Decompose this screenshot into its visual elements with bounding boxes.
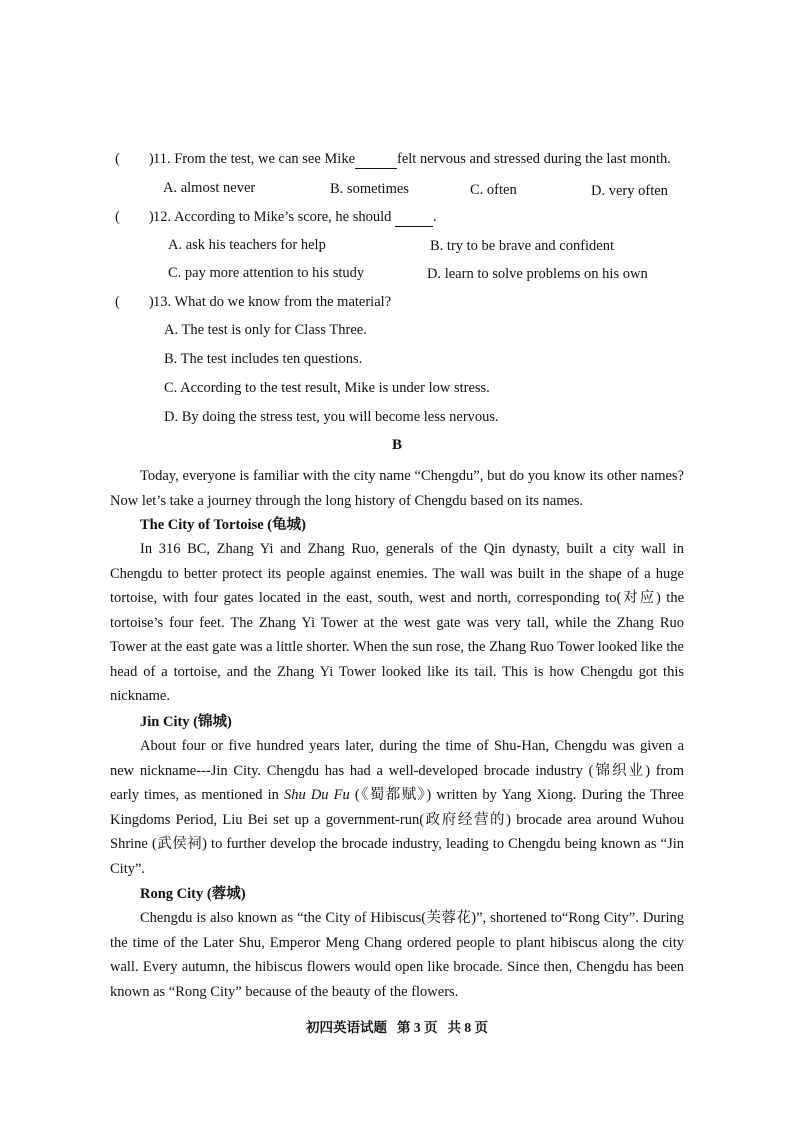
paragraph-text: Chengdu is also known as “the City of Hibiscus(芙蓉花)”, shortened to“Rong City”. During the time of the Later Shu, Emperor Meng Chang ordered people to plant hibiscus along the city wall. Every autumn, the hibiscus flowers would open like brocade. Since then, Chengdu has been known as “Rong City” because of the beauty of the flowers. xyxy=(110,910,684,1000)
option-a[interactable]: A. almost never xyxy=(163,180,256,196)
option-d[interactable]: D. learn to solve problems on his own xyxy=(427,266,648,282)
question-stem: 12. According to Mike’s score, he should xyxy=(153,209,392,225)
option-c[interactable]: C. pay more attention to his study xyxy=(168,265,365,281)
page-footer xyxy=(0,1016,794,1036)
paragraph-jin xyxy=(110,734,684,881)
answer-paren[interactable]: ( ) xyxy=(115,209,154,225)
option-b[interactable]: B. try to be brave and confident xyxy=(430,238,615,254)
intro-text: Today, everyone is familiar with the city name “Chengdu”, but do you know its other names? Now let’s take a journey through the long history of Chengdu based on its names. xyxy=(110,468,684,509)
option-b[interactable]: B. sometimes xyxy=(330,181,409,197)
option-c[interactable]: C. often xyxy=(470,182,517,198)
answer-blank[interactable] xyxy=(355,150,397,169)
option-c[interactable]: C. According to the test result, Mike is under low stress. xyxy=(164,380,490,396)
footer-page: 第 3 页 xyxy=(397,1020,438,1035)
section-heading-jin: Jin City (锦城) xyxy=(140,714,232,730)
question-stem-rest: . xyxy=(433,209,437,225)
option-d[interactable]: D. By doing the stress test, you will become less nervous. xyxy=(164,409,499,425)
answer-blank[interactable] xyxy=(395,208,433,227)
option-d[interactable]: D. very often xyxy=(591,183,668,199)
footer-subject: 初四英语试题 xyxy=(306,1020,387,1035)
paragraph-tortoise xyxy=(110,537,684,709)
section-label: B xyxy=(391,437,402,453)
question-stem-rest: felt nervous and stressed during the last month. xyxy=(397,151,671,167)
section-heading-rong: Rong City (蓉城) xyxy=(140,886,246,902)
question-stem: 13. What do we know from the material? xyxy=(153,294,392,310)
answer-paren[interactable]: ( ) xyxy=(115,294,154,310)
question-12 xyxy=(115,208,437,227)
paragraph-text: In 316 BC, Zhang Yi and Zhang Ruo, generals of the Qin dynasty, built a city wall in Chengdu to better protect its people against enemies. The wall was built in the shape of a huge tortoise, with four gates located in the east, south, west and north, corresponding to(对应) the tortoise’s four feet. The Zhang Yi Tower at the west gate was very tall, while the Zhang Ruo Tower at the east gate was a little shorter. When the sun rose, the Zhang Ruo Tower looked like the head of a tortoise, and the Zhang Yi Tower looked like its tail. This is how Chengdu got this nickname. xyxy=(110,541,684,704)
question-13 xyxy=(115,293,391,311)
option-b[interactable]: B. The test includes ten questions. xyxy=(164,351,363,367)
paragraph-text: About four or five hundred years later, during the time of Shu-Han, Chengdu was given a new nickname---Jin City. Chengdu has had a well-developed brocade industry (锦织业) from early times, as mentioned in xyxy=(110,738,684,803)
option-a[interactable]: A. The test is only for Class Three. xyxy=(164,322,367,338)
footer-total: 共 8 页 xyxy=(447,1020,488,1035)
intro-paragraph xyxy=(110,464,684,513)
question-stem: 11. From the test, we can see Mike xyxy=(153,151,356,167)
section-heading-tortoise: The City of Tortoise (龟城) xyxy=(140,517,306,533)
answer-paren[interactable]: ( ) xyxy=(115,151,154,167)
paragraph-text-rest: (《蜀都赋》) written by Yang Xiong. During the Three Kingdoms Period, Liu Bei set up a government-run(政府经营的) brocade area around Wuhou Shrine (武侯祠) to further develop the brocade industry, leading to Chengdu being known as “Jin City”. xyxy=(110,787,684,877)
paragraph-rong xyxy=(110,906,684,1004)
question-11 xyxy=(115,150,671,169)
option-a[interactable]: A. ask his teachers for help xyxy=(168,237,326,253)
book-title: Shu Du Fu xyxy=(283,787,350,803)
